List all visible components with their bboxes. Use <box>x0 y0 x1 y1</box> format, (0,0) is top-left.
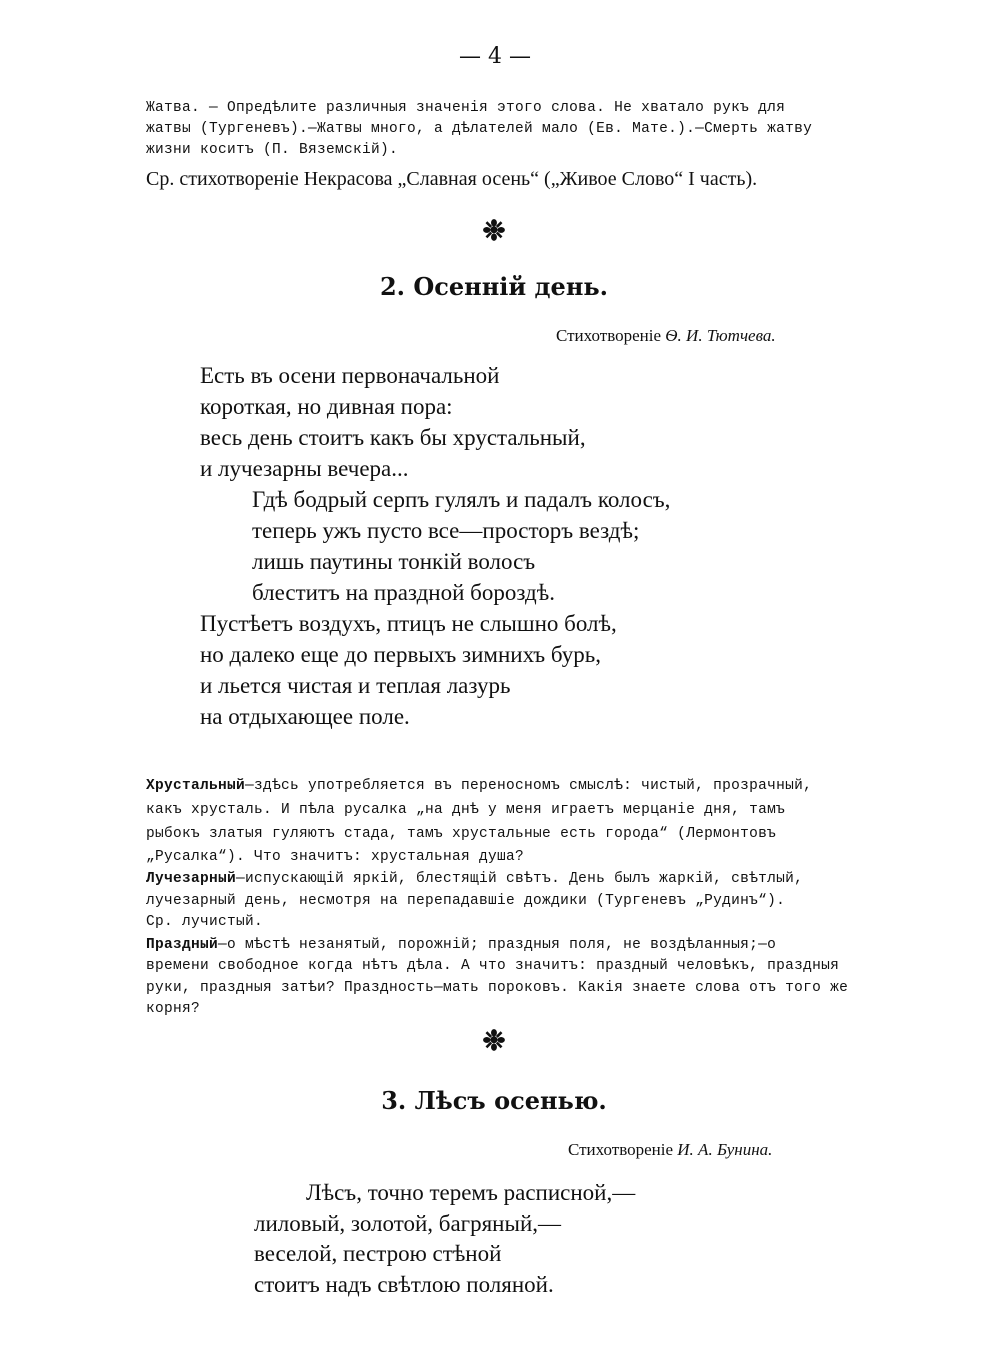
separator-ornament: ❉ <box>482 214 506 247</box>
poem-stanza <box>254 1178 635 1300</box>
poem-line: стоитъ надъ свѣтлою поляной. <box>254 1271 554 1297</box>
poem-line: Есть въ осени первоначальной <box>200 363 500 388</box>
byline-author: Ѳ. И. Тютчева. <box>665 326 776 345</box>
poem-line: Лѣсъ, точно теремъ расписной,— <box>306 1180 636 1205</box>
intro-note-line: Жатва. — Опредѣлите различныя значенія этого слова. Не хватало рукъ для <box>146 100 786 116</box>
poem-line: короткая, но дивная пора: <box>200 394 453 419</box>
intro-note-line: жизни коситъ (П. Вяземскій). <box>146 142 399 158</box>
glossary-term: Хрустальный <box>146 778 246 794</box>
glossary-line: Ср. лучистый. <box>146 914 264 930</box>
glossary-line: времени свободное когда нѣтъ дѣла. А что значитъ: праздный человѣкъ, праздныя <box>146 958 840 974</box>
intro-note-line: жатвы (Тургеневъ).—Жатвы много, а дѣлателей мало (Ев. Мате.).—Смерть жатву <box>146 121 813 137</box>
glossary-line: Хрустальный—здѣсь употребляется въ переносномъ смыслѣ: чистый, прозрачный, <box>146 778 813 794</box>
poem-line: но далеко еще до первыхъ зимнихъ бурь, <box>200 642 601 667</box>
glossary-term: Праздный <box>146 937 219 953</box>
poem-byline <box>568 1140 772 1160</box>
byline-prefix: Стихотвореніе <box>568 1140 674 1159</box>
poem-line: весь день стоитъ какъ бы хрустальный, <box>200 425 586 450</box>
glossary-line: руки, праздныя затѣи? Праздность—мать пороковъ. Какія знаете слова отъ того же <box>146 980 849 996</box>
compare-line: Ср. стихотвореніе Некрасова „Славная осень“ („Живое Слово“ I часть). <box>146 168 758 190</box>
separator-ornament: ❉ <box>482 1024 506 1057</box>
glossary-line: Праздный—о мѣстѣ незанятый, порожній; праздныя поля, не воздѣланныя;—о <box>146 937 777 953</box>
page-number: — 4 — <box>459 44 531 69</box>
glossary-term: Лучезарный <box>146 871 237 887</box>
poem-line: лишь паутины тонкій волосъ <box>252 549 536 574</box>
poem-line: и льется чистая и теплая лазурь <box>200 673 511 698</box>
poem-line: и лучезарны вечера... <box>200 456 409 481</box>
byline-author: И. А. Бунина. <box>677 1140 773 1159</box>
glossary-line: „Русалка“). Что значитъ: хрустальная душа? <box>146 849 525 865</box>
poem-line: веселой, пестрою стѣной <box>254 1241 502 1266</box>
poem-stanza <box>200 360 670 732</box>
poem-line: лиловый, золотой, багряный,— <box>254 1210 562 1236</box>
poem-line: Гдѣ бодрый серпъ гулялъ и падалъ колосъ, <box>252 487 671 512</box>
glossary-line: корня? <box>146 1001 201 1017</box>
glossary-line: какъ хрусталь. И пѣла русалка „на днѣ у меня играетъ мерцаніе дня, тамъ <box>146 802 786 818</box>
byline-prefix: Стихотвореніе <box>556 326 662 345</box>
poem-byline <box>556 326 776 346</box>
glossary-line: рыбокъ златыя гуляютъ стада, тамъ хрустальные есть города“ (Лермонтовъ <box>146 826 777 842</box>
poem-line: блеститъ на праздной бороздѣ. <box>252 580 555 605</box>
poem-line: на отдыхающее поле. <box>200 704 410 729</box>
poem-line: теперь ужъ пусто все—просторъ вездѣ; <box>252 518 640 543</box>
poem-line: Пустѣетъ воздухъ, птицъ не слышно болѣ, <box>200 611 617 636</box>
section-title: 2. Осеннiй день. <box>379 272 609 301</box>
glossary-line: лучезарный день, несмотря на перепадавшіе дождики (Тургеневъ „Рудинъ“). <box>146 893 786 909</box>
glossary-line: Лучезарный—испускающій яркій, блестящій свѣтъ. День былъ жаркій, свѣтлый, <box>146 871 804 887</box>
section-title: 3. Лѣсъ осенью. <box>381 1086 607 1115</box>
